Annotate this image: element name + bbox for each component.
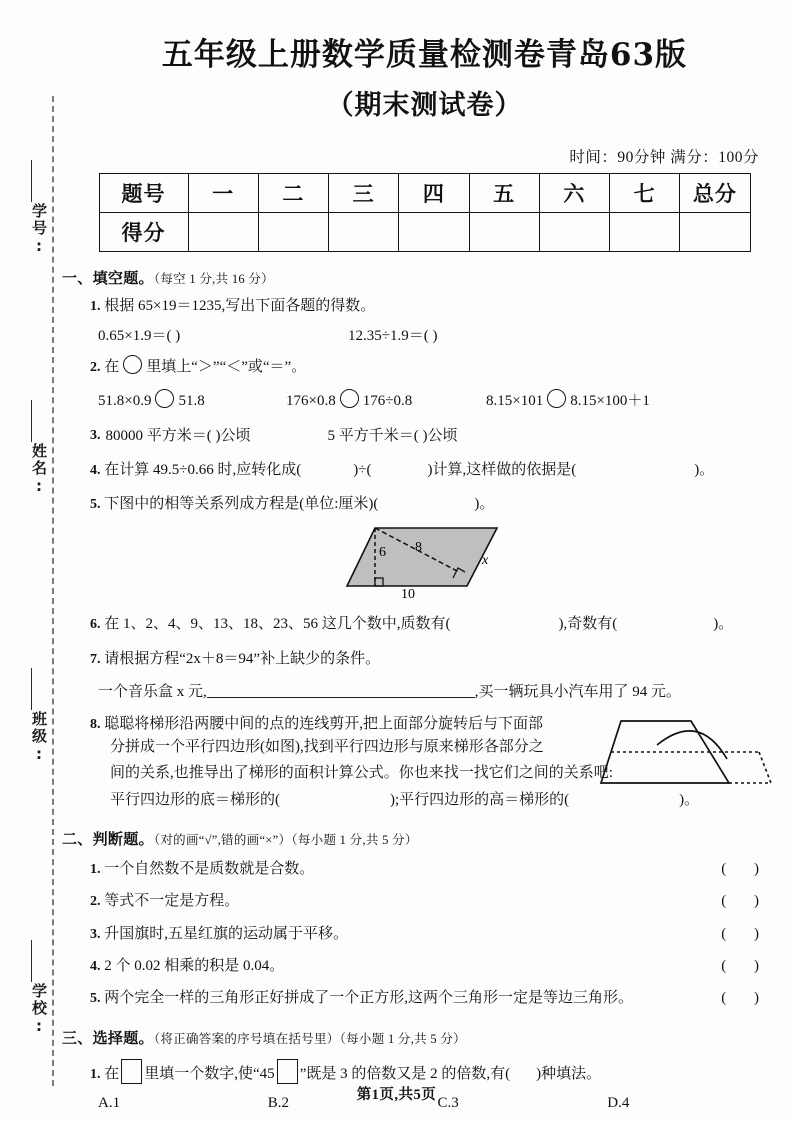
- question-1-4-d: )。: [694, 461, 715, 478]
- label-height: 6: [378, 545, 386, 561]
- score-col-7: 七: [610, 173, 680, 212]
- question-text: 等式不一定是方程。: [104, 893, 240, 910]
- question-1-6-c: )。: [713, 616, 734, 633]
- question-1-4-c: )计算,这样做的依据是(: [427, 461, 577, 478]
- fold-dashed-line: [52, 96, 54, 1086]
- question-1-8-blanks: [110, 789, 777, 812]
- digit-box-1[interactable]: [121, 1059, 142, 1084]
- comparison-3-left: 8.15×101: [486, 393, 544, 410]
- score-col-3: 三: [329, 173, 399, 212]
- question-number: 5.: [90, 497, 101, 512]
- question-number: 7.: [90, 651, 101, 667]
- question-number: 2.: [90, 894, 101, 910]
- answer-paren[interactable]: ( ): [721, 957, 771, 974]
- question-1-5-text-end: )。: [474, 496, 495, 512]
- question-3-1-c: ”既是 3 的倍数又是 2 的倍数,有(: [299, 1066, 511, 1083]
- score-col-total: 总分: [680, 173, 750, 212]
- question-text: 根据 65×19＝1235,写出下面各题的得数。: [104, 297, 376, 314]
- question-text: 升国旗时,五星红旗的运动属于平移。: [104, 925, 349, 942]
- question-1-2: [90, 355, 777, 379]
- question-number: 8.: [90, 717, 101, 732]
- question-number: 6.: [90, 617, 101, 633]
- score-cell-1[interactable]: [188, 212, 258, 251]
- score-cell-6[interactable]: [539, 212, 609, 251]
- score-col-6: 六: [539, 173, 609, 212]
- score-table: [99, 173, 751, 252]
- section-two-note: （对的画“√”,错的画“×”）（每小题 1 分,共 5 分）: [153, 833, 418, 847]
- score-col-5: 五: [469, 173, 539, 212]
- answer-paren[interactable]: ( ): [721, 893, 771, 910]
- answer-paren[interactable]: ( ): [721, 925, 771, 942]
- comparison-1-left: 51.8×0.9: [98, 393, 152, 410]
- section-three-title: 三、选择题。: [62, 1031, 154, 1048]
- question-1-7-suffix: ,买一辆玩具小汽车用了 94 元。: [474, 683, 682, 700]
- question-1-6-a: 在 1、2、4、9、13、18、23、56 这几个数中,质数有(: [104, 616, 451, 633]
- question-2-5: [90, 987, 777, 1010]
- section-one-title: 一、填空题。: [62, 270, 154, 287]
- question-text: 一个自然数不是质数就是合数。: [104, 861, 315, 877]
- parallelogram-shape: [347, 528, 497, 586]
- margin-rail: [0, 0, 62, 1122]
- question-1-8-text: [90, 713, 590, 736]
- score-cell-3[interactable]: [329, 212, 399, 251]
- score-table-score-label: 得分: [99, 212, 188, 251]
- section-two-title: 二、判断题。: [62, 832, 154, 848]
- comparison-3-right: 8.15×100＋1: [570, 393, 650, 410]
- margin-label-name: 姓名:: [30, 443, 48, 497]
- score-cell-4[interactable]: [399, 212, 469, 251]
- label-side: x: [481, 553, 488, 569]
- comparison-2-right: 176÷0.8: [362, 393, 413, 410]
- comparison-2-left: 176×0.8: [286, 393, 336, 410]
- score-col-2: 二: [258, 173, 328, 212]
- option-c[interactable]: C.3: [437, 1094, 459, 1111]
- question-1-4: [90, 459, 777, 482]
- question-1-7-text: 请根据方程“2x＋8＝94”补上缺少的条件。: [104, 650, 381, 667]
- comparison-1-right: 51.8: [178, 393, 205, 410]
- page-title: 五年级上册数学质量检测卷青岛63版: [161, 37, 688, 73]
- option-b[interactable]: B.2: [267, 1094, 290, 1111]
- question-3-1-b: 里填一个数字,使“45: [144, 1066, 275, 1083]
- question-1-8-line2-wrap: [110, 736, 610, 759]
- section-heading-two: [62, 828, 777, 849]
- question-1-8-l4c: )。: [679, 791, 700, 808]
- comparison-2: [286, 389, 486, 413]
- margin-label-school: 学校:: [30, 983, 48, 1037]
- answer-paren[interactable]: ( ): [721, 990, 771, 1006]
- question-1-6: [90, 613, 777, 636]
- question-number: 1.: [90, 862, 101, 877]
- question-text-suffix: 里填上“＞”“＜”或“＝”。: [146, 359, 307, 375]
- question-1-8-line3-wrap: [110, 762, 790, 785]
- comparison-1: [98, 389, 286, 413]
- section-heading-one: [62, 267, 777, 288]
- question-number: 5.: [90, 991, 101, 1006]
- question-2-4: [90, 955, 777, 978]
- question-3-1-d: )种填法。: [536, 1066, 602, 1083]
- question-1-3-part-b[interactable]: 5 平方千米＝( )公顷: [327, 427, 458, 444]
- score-cell-2[interactable]: [258, 212, 328, 251]
- score-cell-7[interactable]: [610, 212, 680, 251]
- score-cell-total[interactable]: [680, 212, 750, 251]
- question-text: 2 个 0.02 相乘的积是 0.04。: [104, 957, 285, 974]
- margin-label-student-id: 学号:: [30, 203, 48, 257]
- answer-underline-blank[interactable]: [207, 682, 475, 698]
- parallelogram-figure: [345, 520, 505, 603]
- option-d[interactable]: D.4: [607, 1094, 630, 1111]
- question-1-7-answer: [98, 681, 777, 704]
- question-number: 1.: [90, 1067, 101, 1083]
- question-text-prefix: 在: [104, 359, 120, 375]
- answer-paren[interactable]: ( ): [721, 861, 771, 877]
- rotation-arc: [657, 731, 727, 759]
- question-1-4-a: 在计算 49.5÷0.66 时,应转化成(: [104, 461, 302, 478]
- page-subtitle: （期末测试卷）: [326, 89, 523, 121]
- question-1-1-answers: [98, 325, 777, 348]
- question-1-6-b: ),奇数有(: [558, 616, 618, 633]
- margin-rule-4: [31, 940, 32, 982]
- question-1-3: [90, 425, 777, 448]
- question-text: 两个完全一样的三角形正好拼成了一个正方形,这两个三角形一定是等边三角形。: [104, 990, 634, 1006]
- score-col-1: 一: [188, 173, 258, 212]
- question-1-8-line2: 分拼成一个平行四边形(如图),找到平行四边形与原来梯形各部分之: [110, 739, 544, 756]
- question-1-5-text: 下图中的相等关系列成方程是(单位:厘米)(: [104, 496, 379, 512]
- circle-blank-icon[interactable]: [340, 389, 359, 408]
- question-1-7: [90, 648, 777, 671]
- table-row-question-numbers: [99, 173, 750, 212]
- question-1-7-prefix: 一个音乐盒 x 元,: [98, 683, 207, 700]
- question-1-8: [90, 713, 777, 760]
- question-1-8-l4a: 平行四边形的底＝梯形的(: [110, 791, 280, 808]
- label-diagonal: 8: [414, 540, 422, 556]
- question-2-1: [90, 858, 777, 881]
- question-number: 4.: [90, 958, 101, 974]
- question-2-3: [90, 923, 777, 946]
- question-1-8-l4b: );平行四边形的高＝梯形的(: [390, 791, 570, 808]
- table-row-scores: [99, 212, 750, 251]
- question-2-2: [90, 890, 777, 913]
- circle-blank-icon[interactable]: [155, 389, 174, 408]
- circle-blank-icon[interactable]: [123, 355, 142, 374]
- page-footer: 第1页,共5页: [356, 1087, 437, 1103]
- comparison-3: [486, 389, 650, 413]
- margin-rule-2: [31, 400, 32, 442]
- margin-label-class: 班级:: [30, 711, 48, 765]
- question-1-3-part-a[interactable]: 80000 平方米＝( )公顷: [105, 427, 251, 444]
- question-number: 1.: [90, 298, 101, 314]
- margin-rule-3: [31, 668, 32, 710]
- question-1-4-b: )÷(: [353, 461, 372, 478]
- answer-blank-b[interactable]: 12.35÷1.9＝( ): [348, 327, 438, 344]
- margin-rule-1: [31, 160, 32, 202]
- exam-content: [62, 0, 777, 1112]
- circle-blank-icon[interactable]: [547, 389, 566, 408]
- section-three-note: （将正确答案的序号填在括号里）（每小题 1 分,共 5 分）: [153, 1032, 466, 1047]
- label-base: 10: [400, 587, 415, 599]
- score-table-header-label: 题号: [99, 173, 188, 212]
- score-col-4: 四: [399, 173, 469, 212]
- question-1-8-line3: 间的关系,也推导出了梯形的面积计算公式。你也来找一找它们之间的关系吧:: [110, 764, 613, 781]
- question-1-8-line1: 聪聪将梯形沿两腰中间的点的连线剪开,把上面部分旋转后与下面部: [104, 716, 544, 732]
- question-1-2-comparisons: [98, 389, 777, 413]
- exam-meta: 时间：90分钟 满分：100分: [569, 148, 759, 166]
- digit-box-2[interactable]: [277, 1059, 298, 1084]
- parallelogram-svg: [345, 520, 505, 598]
- option-a[interactable]: A.1: [98, 1094, 121, 1111]
- question-number: 2.: [90, 360, 101, 375]
- question-1-5: [90, 493, 777, 516]
- question-3-1-a: 在: [104, 1066, 120, 1083]
- question-number: 4.: [90, 462, 101, 478]
- question-number: 3.: [90, 926, 101, 942]
- section-one-note: （每空 1 分,共 16 分）: [153, 271, 274, 286]
- score-cell-5[interactable]: [469, 212, 539, 251]
- question-1-1: [90, 295, 777, 318]
- question-number: 3.: [90, 427, 101, 443]
- section-heading-three: [62, 1027, 777, 1048]
- answer-blank-a[interactable]: 0.65×1.9＝( ): [98, 327, 181, 344]
